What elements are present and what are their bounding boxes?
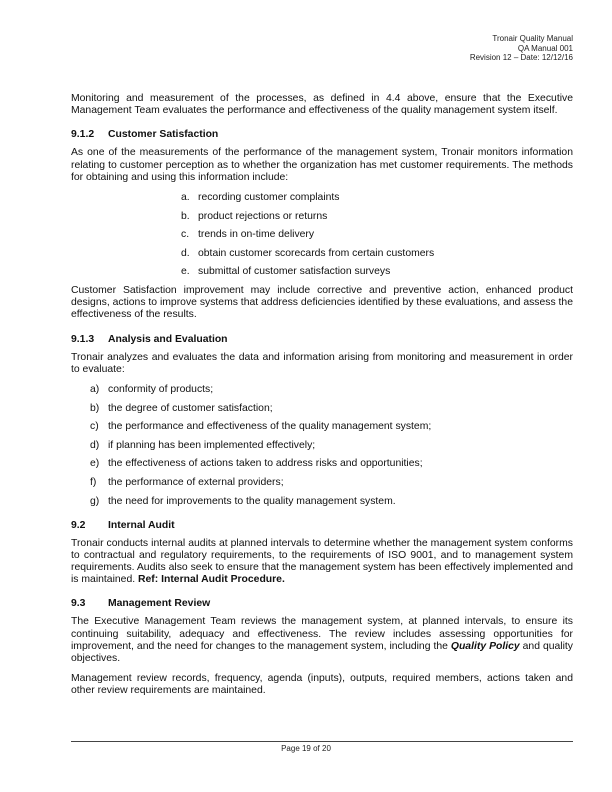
list-item <box>181 211 573 223</box>
evaluation-list <box>71 384 573 508</box>
paragraph: As one of the measurements of the performance of the management system, Tronair monitors information relating to customer perception as to whether the organization has met customer requirements. The methods for obtaining and using this information include: <box>71 147 573 183</box>
paragraph-text: and quality objectives. <box>71 640 573 664</box>
list-item-text: the need for improvements to the quality management system. <box>108 495 396 507</box>
header-revision: Revision 12 – Date: 12/12/16 <box>469 53 573 63</box>
section-number: 9.3 <box>71 598 86 610</box>
list-marker: a. <box>181 192 190 204</box>
section-heading-9-1-2 <box>71 129 573 141</box>
list-marker: e) <box>90 458 100 470</box>
list-marker: a) <box>90 384 100 395</box>
list-marker: d) <box>90 439 100 451</box>
paragraph <box>71 616 573 665</box>
methods-list <box>71 192 573 278</box>
footer-divider <box>71 741 573 742</box>
list-item <box>181 248 573 260</box>
intro-paragraph: Monitoring and measurement of the processes, as defined in 4.4 above, ensure that the Executive Management Team evaluates the performance and effectiveness of the quality management system itself. <box>71 93 573 117</box>
list-item-text: the degree of customer satisfaction; <box>108 402 273 414</box>
list-marker: e. <box>181 266 190 278</box>
list-item-text: the performance and effectiveness of the quality management system; <box>108 421 432 433</box>
section-heading-9-1-3 <box>71 334 573 346</box>
list-marker: d. <box>181 247 190 259</box>
list-item <box>181 266 573 278</box>
quality-policy-term: Quality Policy <box>450 640 520 652</box>
list-marker: f) <box>90 476 97 488</box>
section-number: 9.1.3 <box>71 333 95 345</box>
list-item <box>181 192 573 204</box>
list-item <box>90 384 573 396</box>
page-header <box>470 34 573 63</box>
list-item <box>90 440 573 452</box>
list-marker: b) <box>90 402 100 414</box>
section-title: Analysis and Evaluation <box>108 333 228 345</box>
section-title: Management Review <box>108 598 211 610</box>
paragraph-text: Tronair conducts internal audits at planned intervals to determine whether the management system conforms to contractual and regulatory requirements, to the requirements of ISO 9001, and to management system requirements. Audits also seek to ensure that the management system has been effectively implemented and is maintained. <box>71 537 573 586</box>
list-item <box>181 229 573 241</box>
list-marker: c. <box>181 229 190 241</box>
paragraph: Tronair analyzes and evaluates the data and information arising from monitoring and measurement in order to evaluate: <box>71 351 573 375</box>
list-marker: b. <box>181 210 190 222</box>
procedure-reference: Ref: Internal Audit Procedure. <box>138 574 285 586</box>
section-heading-9-2 <box>71 520 573 532</box>
list-item <box>90 421 573 433</box>
list-marker: g) <box>90 495 100 507</box>
section-number: 9.1.2 <box>71 129 95 141</box>
list-item <box>90 458 573 470</box>
section-heading-9-3 <box>71 598 573 610</box>
list-item-text: the performance of external providers; <box>108 476 284 488</box>
document-body <box>71 93 573 706</box>
list-item-text: submittal of customer satisfaction surveys <box>198 266 391 278</box>
list-item-text: conformity of products; <box>108 384 214 395</box>
header-manual-title: Tronair Quality Manual <box>492 34 573 43</box>
section-title: Internal Audit <box>108 519 175 531</box>
list-marker: c) <box>90 421 99 433</box>
list-item-text: trends in on-time delivery <box>198 229 315 241</box>
list-item-text: the effectiveness of actions taken to address risks and opportunities; <box>108 458 423 470</box>
page-number: Page 19 of 20 <box>281 744 331 753</box>
list-item <box>90 496 573 508</box>
list-item <box>90 403 573 415</box>
paragraph <box>71 538 573 587</box>
section-title: Customer Satisfaction <box>108 129 219 141</box>
paragraph: Customer Satisfaction improvement may include corrective and preventive action, enhanced product designs, actions to improve systems that address deficiencies identified by these evaluations, and assess the effectiveness of the results. <box>71 284 573 321</box>
list-item-text: recording customer complaints <box>198 192 340 204</box>
header-manual-number: QA Manual 001 <box>517 43 573 53</box>
section-number: 9.2 <box>71 519 86 531</box>
list-item-text: obtain customer scorecards from certain customers <box>198 247 435 259</box>
list-item-text: if planning has been implemented effectively; <box>108 439 316 451</box>
paragraph: Management review records, frequency, agenda (inputs), outputs, required members, actions taken and other review requirements are maintained. <box>71 673 573 697</box>
list-item <box>90 477 573 489</box>
list-item-text: product rejections or returns <box>198 210 328 222</box>
paragraph-text: The Executive Management Team reviews the management system, at planned intervals, to ensure its continuing suitability, adequacy and effectiveness. The review includes assessing opportunities for improvement, and the need for changes to the management system, including the <box>71 616 573 652</box>
